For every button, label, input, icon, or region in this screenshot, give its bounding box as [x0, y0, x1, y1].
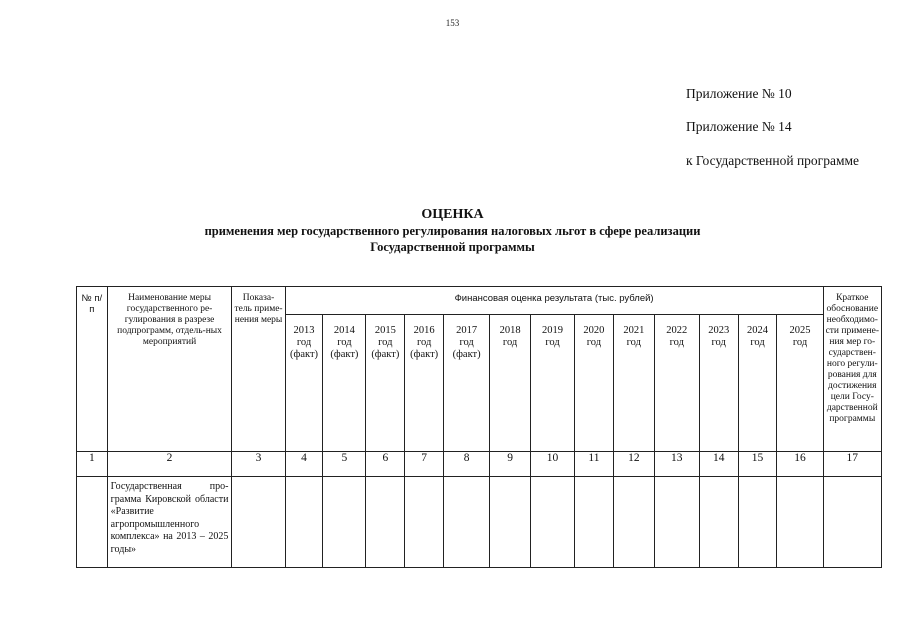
header-year-unit: год	[545, 337, 560, 348]
header-year-unit: год	[626, 337, 641, 348]
appendix-line-2: Приложение № 14	[686, 119, 792, 134]
header-year-note: (факт)	[452, 349, 481, 360]
header-year-unit: год	[669, 337, 684, 348]
header-year-year: 2020	[583, 325, 605, 336]
header-year-2015	[366, 315, 405, 452]
header-year-year: 2018	[499, 325, 521, 336]
column-number: 8	[444, 452, 490, 477]
column-number: 10	[531, 452, 575, 477]
row-1-num	[77, 477, 108, 568]
row-1-name: Государственная про-грамма Кировской области «Развитие агропромышленного комплекса» на 2013 – 2025 годы»	[107, 477, 232, 568]
header-year-2017	[444, 315, 490, 452]
header-year-note: (факт)	[410, 349, 439, 360]
column-number: 1	[77, 452, 108, 477]
header-year-2020	[575, 315, 614, 452]
header-year-note: (факт)	[371, 349, 400, 360]
header-year-unit: год	[792, 337, 808, 348]
header-year-2013	[285, 315, 323, 452]
column-number: 13	[654, 452, 699, 477]
header-year-2016	[405, 315, 444, 452]
column-number: 6	[366, 452, 405, 477]
document-title	[0, 206, 905, 255]
header-year-note: (факт)	[330, 349, 359, 360]
row-1-cell	[699, 477, 738, 568]
header-year-2021	[613, 315, 654, 452]
column-number: 14	[699, 452, 738, 477]
column-number: 2	[107, 452, 232, 477]
appendix-line-1: Приложение № 10	[686, 86, 792, 101]
header-year-unit: год	[296, 337, 312, 348]
column-number: 16	[777, 452, 823, 477]
row-1-cell	[738, 477, 777, 568]
row-1-cell	[654, 477, 699, 568]
header-year-unit: год	[711, 337, 726, 348]
header-year-2025	[777, 315, 823, 452]
header-year-2019	[531, 315, 575, 452]
header-year-2014	[323, 315, 366, 452]
row-1-cell	[444, 477, 490, 568]
row-1-cell	[575, 477, 614, 568]
header-year-year: 2023	[708, 325, 730, 336]
row-1-indicator	[232, 477, 285, 568]
header-year-unit: год	[378, 337, 393, 348]
header-year-year: 2024	[747, 325, 769, 336]
column-number: 15	[738, 452, 777, 477]
header-year-year: 2021	[623, 325, 645, 336]
column-number: 4	[285, 452, 323, 477]
appendix-line-3: к Государственной программе	[686, 153, 860, 168]
header-year-year: 2014	[333, 325, 355, 336]
header-year-year: 2025	[789, 325, 811, 336]
title-line-2: применения мер государственного регулирования налоговых льгот в сфере реализации	[204, 224, 701, 238]
header-year-year: 2015	[374, 325, 396, 336]
title-main: ОЦЕНКА	[421, 207, 484, 222]
column-number: 3	[232, 452, 285, 477]
row-1-cell	[405, 477, 444, 568]
header-year-2022	[654, 315, 699, 452]
row-1-cell	[323, 477, 366, 568]
title-line-3: Государственной программы	[370, 240, 535, 254]
header-num: № п/п	[77, 287, 108, 452]
header-financial: Финансовая оценка результата (тыс. рублей)	[285, 287, 823, 315]
header-year-2023	[699, 315, 738, 452]
header-year-year: 2019	[542, 325, 564, 336]
header-justification: Краткое обоснование необходимо-сти примене-ния мер го-сударствен-ного регули-рования для достижения цели Госу-дарственной программы	[823, 287, 881, 452]
header-indicator: Показа-тель приме-нения меры	[232, 287, 285, 452]
row-1-cell	[777, 477, 823, 568]
header-year-unit: год	[586, 337, 602, 348]
row-1-justification	[823, 477, 881, 568]
header-year-year: 2022	[666, 325, 688, 336]
header-name: Наименование меры государственного ре-гулирования в разрезе подпрограмм, отдель-ных мероприятий	[107, 287, 232, 452]
header-year-year: 2017	[456, 325, 478, 336]
assessment-table	[76, 286, 882, 568]
page-number: 153	[445, 18, 460, 28]
header-year-unit: год	[417, 337, 432, 348]
header-year-year: 2013	[293, 325, 315, 336]
column-number: 5	[323, 452, 366, 477]
header-year-unit: год	[337, 337, 352, 348]
column-number: 11	[575, 452, 614, 477]
header-year-2024	[738, 315, 777, 452]
header-year-unit: год	[502, 337, 518, 348]
column-number: 7	[405, 452, 444, 477]
row-1-cell	[366, 477, 405, 568]
column-number: 17	[823, 452, 881, 477]
row-1-cell	[531, 477, 575, 568]
header-year-year: 2016	[413, 325, 435, 336]
row-1-cell	[613, 477, 654, 568]
column-number: 9	[490, 452, 531, 477]
header-year-unit: год	[750, 337, 765, 348]
header-year-unit: год	[459, 337, 474, 348]
header-year-note: (факт)	[290, 349, 319, 360]
column-number: 12	[613, 452, 654, 477]
header-year-2018	[490, 315, 531, 452]
row-1-cell	[285, 477, 323, 568]
row-1-cell	[490, 477, 531, 568]
